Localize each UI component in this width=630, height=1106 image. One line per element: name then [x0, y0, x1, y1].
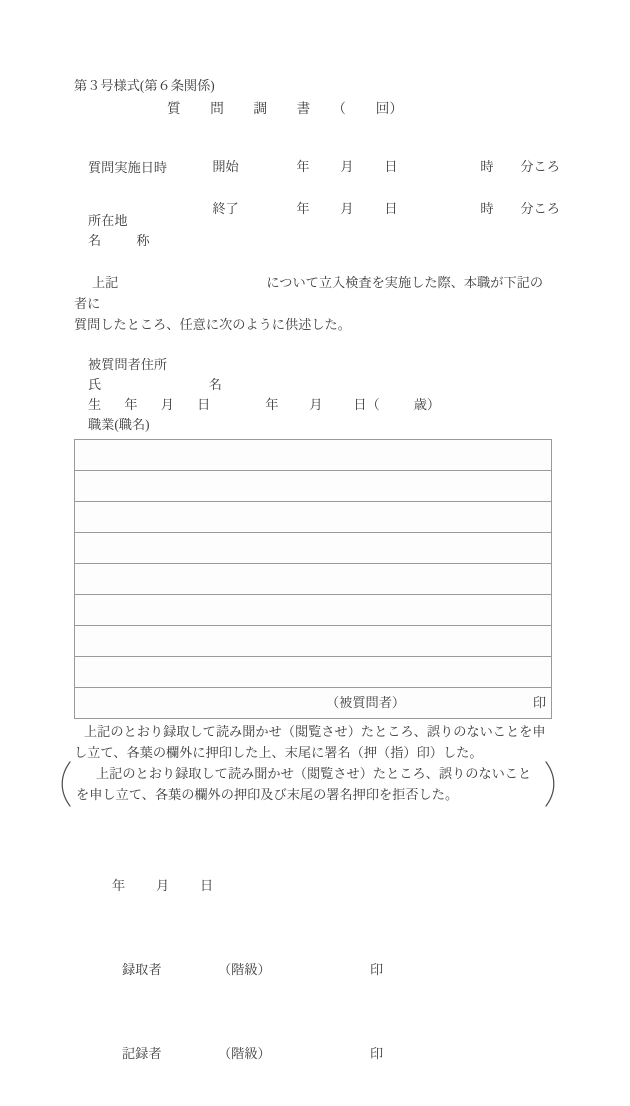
recorder-role-label: 録取者	[122, 962, 162, 977]
subject-address-label: 被質問者住所	[88, 357, 168, 372]
end-minute-label: 分ころ	[520, 201, 560, 216]
signature-date-row	[112, 875, 554, 896]
scribe-rank-label: （階級）	[218, 1046, 271, 1061]
subject-dob-label: 生 年 月 日	[88, 397, 216, 412]
officer-signature-block	[74, 833, 554, 1106]
end-term-label: 終了	[212, 201, 239, 216]
statement-cell-6[interactable]	[75, 595, 552, 626]
subject-occupation-label: 職業(職名)	[88, 417, 150, 432]
subject-dob-year: 年	[265, 397, 279, 412]
table-row[interactable]	[75, 440, 552, 471]
title-count-close: 回）	[375, 101, 403, 116]
document-title-row	[74, 98, 554, 120]
table-row[interactable]	[75, 471, 552, 502]
closing-paragraph-refused	[62, 763, 554, 805]
form-number: 第３号様式(第６条関係)	[74, 78, 215, 93]
scribe-role-label: 記録者	[122, 1046, 162, 1061]
start-day-label: 日	[384, 159, 398, 174]
subject-dob-row	[74, 395, 554, 415]
recorder-rank-label: （階級）	[218, 962, 271, 977]
signature-date-year: 年	[112, 878, 126, 893]
recorder-row	[112, 959, 554, 980]
page-title: 質 問 調 書	[167, 101, 319, 116]
right-bracket-icon	[544, 761, 556, 807]
subject-block	[74, 355, 554, 435]
subject-age-label: 歳）	[413, 397, 441, 412]
left-bracket-icon	[60, 761, 72, 807]
lead-continuation: 質問したところ、任意に次のように供述した。	[74, 317, 351, 332]
statement-cell-5[interactable]	[75, 564, 552, 595]
table-row[interactable]	[75, 533, 552, 564]
start-hour-label: 時	[480, 159, 494, 174]
statement-cell-1[interactable]	[75, 440, 552, 471]
table-row[interactable]	[75, 657, 552, 688]
start-term-label: 開始	[212, 159, 239, 174]
end-year-label: 年	[296, 201, 310, 216]
table-row-signature[interactable]	[75, 688, 552, 719]
facility-location-label: 所在地	[88, 213, 128, 228]
signature-date-day: 日	[200, 878, 214, 893]
closing-1-line-1: 上記のとおり録取して読み聞かせ（閲覧させ）たところ、誤りのないことを申	[84, 724, 546, 739]
scribe-seal-label: 印	[370, 1046, 384, 1061]
table-row[interactable]	[75, 564, 552, 595]
table-row[interactable]	[75, 595, 552, 626]
statement-cell-7[interactable]	[75, 626, 552, 657]
respondent-seal-label: 印	[532, 695, 546, 710]
interview-datetime-block	[74, 137, 560, 216]
lead-prefix: 上記	[92, 275, 119, 290]
title-count-open: （	[332, 101, 346, 116]
lead-text: について立入検査を実施した際、本職が下記の者に	[74, 275, 544, 311]
interview-datetime-label: 質問実施日時	[88, 160, 168, 175]
table-row[interactable]	[75, 626, 552, 657]
lead-statement	[74, 272, 554, 335]
signature-date-month: 月	[156, 878, 170, 893]
respondent-label: （被質問者）	[326, 695, 406, 710]
end-day-label: 日	[384, 201, 398, 216]
statement-cell-4[interactable]	[75, 533, 552, 564]
closing-2-line-1: 上記のとおり録取して読み聞かせ（閲覧させ）たところ、誤りのないことを	[76, 766, 532, 802]
recorder-seal-label: 印	[370, 962, 384, 977]
start-minute-label: 分ころ	[520, 159, 560, 174]
statement-cell-2[interactable]	[75, 471, 552, 502]
title-count-group	[332, 101, 403, 116]
facility-name-label: 名 称	[88, 233, 161, 248]
end-hour-label: 時	[480, 201, 494, 216]
interview-end-row	[186, 179, 560, 239]
subject-dob-values	[265, 397, 440, 412]
subject-name-label: 氏 名	[88, 377, 239, 392]
closing-paragraph-agreed	[74, 721, 552, 763]
lead-first-line	[74, 272, 554, 314]
subject-dob-day: 日（	[353, 397, 380, 412]
start-month-label: 月	[340, 159, 354, 174]
subject-dob-month: 月	[309, 397, 323, 412]
statement-record-body	[75, 440, 552, 719]
statement-record-table	[74, 439, 552, 719]
scribe-row	[112, 1043, 554, 1064]
signature-cell-inner	[75, 690, 551, 716]
closing-2-line-2: 申し立て、各葉の欄外の押印及び末尾の署名押印を拒否した。	[89, 787, 459, 802]
closing-1-line-2: し立て、各葉の欄外に押印した上、末尾に署名（押（指）印）した。	[74, 745, 483, 760]
signature-cell[interactable]	[75, 688, 552, 719]
end-month-label: 月	[340, 201, 354, 216]
start-year-label: 年	[296, 159, 310, 174]
statement-cell-8[interactable]	[75, 657, 552, 688]
statement-cell-3[interactable]	[75, 502, 552, 533]
document-body	[74, 76, 560, 1106]
table-row[interactable]	[75, 502, 552, 533]
